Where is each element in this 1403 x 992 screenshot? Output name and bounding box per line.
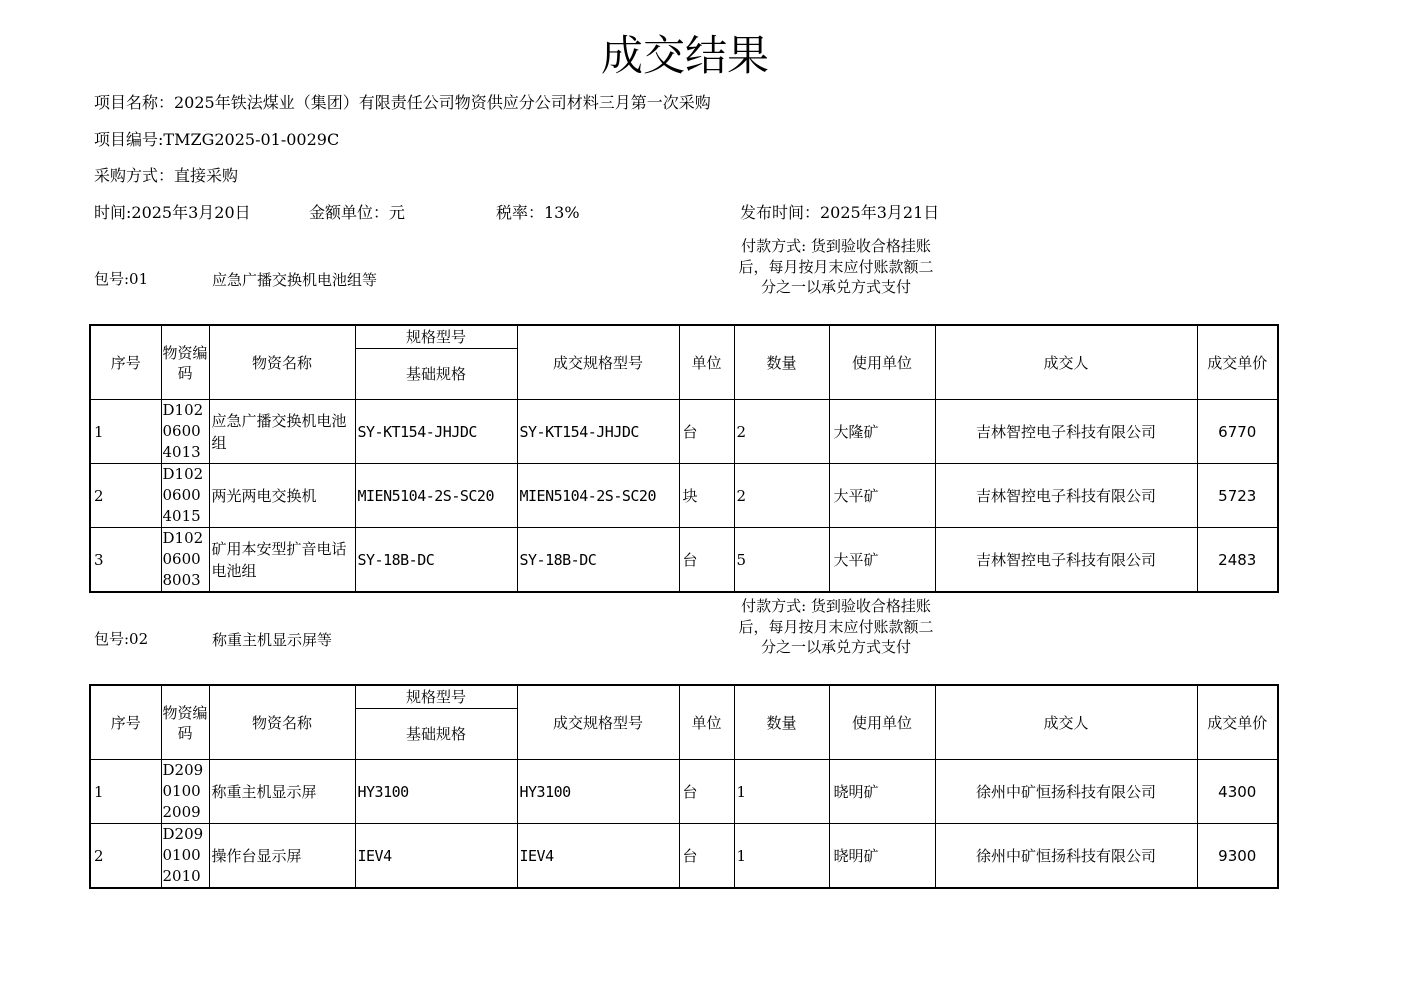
- payment-terms: 付款方式: 货到验收合格挂账后，每月按月末应付账款额二分之一以承兑方式支付: [738, 237, 934, 296]
- payment-terms: 付款方式: 货到验收合格挂账后，每月按月末应付账款额二分之一以承兑方式支付: [738, 597, 934, 656]
- header-name: 物资名称: [209, 325, 355, 400]
- cell-code: [161, 760, 209, 824]
- page-title: 成交结果: [600, 31, 769, 80]
- cell-user: 大平矿: [829, 464, 935, 528]
- table-row: [90, 824, 1278, 889]
- header-qty: 数量: [734, 325, 829, 400]
- cell-seq: 2: [90, 464, 161, 528]
- package-number: 包号:01: [94, 270, 149, 288]
- cell-qty: 1: [734, 760, 829, 824]
- cell-code: [161, 824, 209, 889]
- table-body: [90, 760, 1278, 889]
- header-user: 使用单位: [829, 685, 935, 760]
- cell-seq: 2: [90, 824, 161, 889]
- header-seq: 序号: [90, 325, 161, 400]
- cell-winner: 吉林智控电子科技有限公司: [935, 464, 1197, 528]
- table-row: [90, 464, 1278, 528]
- cell-code: [161, 464, 209, 528]
- cell-price: 5723: [1197, 464, 1278, 528]
- cell-qty: 5: [734, 528, 829, 593]
- cell-user: 晓明矿: [829, 760, 935, 824]
- cell-winner: 徐州中矿恒扬科技有限公司: [935, 824, 1197, 889]
- cell-price: 6770: [1197, 400, 1278, 464]
- cell-winner: 徐州中矿恒扬科技有限公司: [935, 760, 1197, 824]
- header-name: 物资名称: [209, 685, 355, 760]
- cell-deal-spec: HY3100: [517, 760, 679, 824]
- cell-seq: 1: [90, 400, 161, 464]
- header-base-spec: 基础规格: [355, 709, 517, 760]
- package-number: 包号:02: [94, 630, 149, 648]
- cell-qty: 1: [734, 824, 829, 889]
- cell-price: 9300: [1197, 824, 1278, 889]
- results-table: [89, 324, 1279, 593]
- header-unit: 单位: [679, 685, 734, 760]
- cell-name: 两光两电交换机: [209, 464, 355, 528]
- deal-time: 时间:2025年3月20日: [94, 203, 251, 222]
- cell-deal-spec: SY-KT154-JHJDC: [517, 400, 679, 464]
- cell-name: 应急广播交换机电池组: [209, 400, 355, 464]
- table-row: [90, 760, 1278, 824]
- cell-user: 大平矿: [829, 528, 935, 593]
- cell-name: 称重主机显示屏: [209, 760, 355, 824]
- tax-rate: 税率：13%: [496, 203, 580, 222]
- material-code: D20901002009: [162, 761, 204, 821]
- package-name: 称重主机显示屏等: [212, 631, 333, 649]
- cell-unit: 台: [679, 400, 734, 464]
- cell-qty: 2: [734, 464, 829, 528]
- cell-user: 晓明矿: [829, 824, 935, 889]
- header-winner: 成交人: [935, 685, 1197, 760]
- cell-code: [161, 528, 209, 593]
- header-user: 使用单位: [829, 325, 935, 400]
- header-spec-group: 规格型号: [355, 685, 517, 709]
- table-row: [90, 400, 1278, 464]
- project-name: 项目名称：2025年铁法煤业（集团）有限责任公司物资供应分公司材料三月第一次采购: [94, 93, 711, 112]
- package-name: 应急广播交换机电池组等: [212, 271, 378, 289]
- header-price: 成交单价: [1197, 685, 1278, 760]
- material-code: D10206004015: [162, 465, 204, 525]
- cell-name: 操作台显示屏: [209, 824, 355, 889]
- cell-qty: 2: [734, 400, 829, 464]
- cell-winner: 吉林智控电子科技有限公司: [935, 400, 1197, 464]
- cell-seq: 1: [90, 760, 161, 824]
- header-qty: 数量: [734, 685, 829, 760]
- cell-deal-spec: MIEN5104-2S-SC20: [517, 464, 679, 528]
- cell-unit: 台: [679, 760, 734, 824]
- project-number: 项目编号:TMZG2025-01-0029C: [94, 130, 340, 149]
- header-spec-group: 规格型号: [355, 325, 517, 349]
- cell-base-spec: SY-KT154-JHJDC: [355, 400, 517, 464]
- header-code: 物资编码: [161, 685, 209, 760]
- material-code: D10206008003: [162, 529, 204, 589]
- purchase-method: 采购方式：直接采购: [94, 166, 239, 185]
- header-unit: 单位: [679, 325, 734, 400]
- publish-time: 发布时间：2025年3月21日: [740, 203, 940, 222]
- material-code: D20901002010: [162, 825, 204, 885]
- cell-price: 4300: [1197, 760, 1278, 824]
- cell-unit: 台: [679, 528, 734, 593]
- cell-winner: 吉林智控电子科技有限公司: [935, 528, 1197, 593]
- cell-unit: 块: [679, 464, 734, 528]
- table-body: [90, 400, 1278, 593]
- header-deal-spec: 成交规格型号: [517, 685, 679, 760]
- material-code: D10206004013: [162, 401, 204, 461]
- cell-base-spec: MIEN5104-2S-SC20: [355, 464, 517, 528]
- cell-seq: 3: [90, 528, 161, 593]
- cell-deal-spec: IEV4: [517, 824, 679, 889]
- cell-name: 矿用本安型扩音电话电池组: [209, 528, 355, 593]
- cell-price: 2483: [1197, 528, 1278, 593]
- cell-deal-spec: SY-18B-DC: [517, 528, 679, 593]
- header-seq: 序号: [90, 685, 161, 760]
- header-price: 成交单价: [1197, 325, 1278, 400]
- cell-base-spec: IEV4: [355, 824, 517, 889]
- cell-code: [161, 400, 209, 464]
- cell-unit: 台: [679, 824, 734, 889]
- header-base-spec: 基础规格: [355, 349, 517, 400]
- currency-unit: 金额单位：元: [309, 203, 406, 222]
- cell-user: 大隆矿: [829, 400, 935, 464]
- results-table: [89, 684, 1279, 889]
- header-winner: 成交人: [935, 325, 1197, 400]
- table-row: [90, 528, 1278, 593]
- cell-base-spec: HY3100: [355, 760, 517, 824]
- header-deal-spec: 成交规格型号: [517, 325, 679, 400]
- cell-base-spec: SY-18B-DC: [355, 528, 517, 593]
- header-code: 物资编码: [161, 325, 209, 400]
